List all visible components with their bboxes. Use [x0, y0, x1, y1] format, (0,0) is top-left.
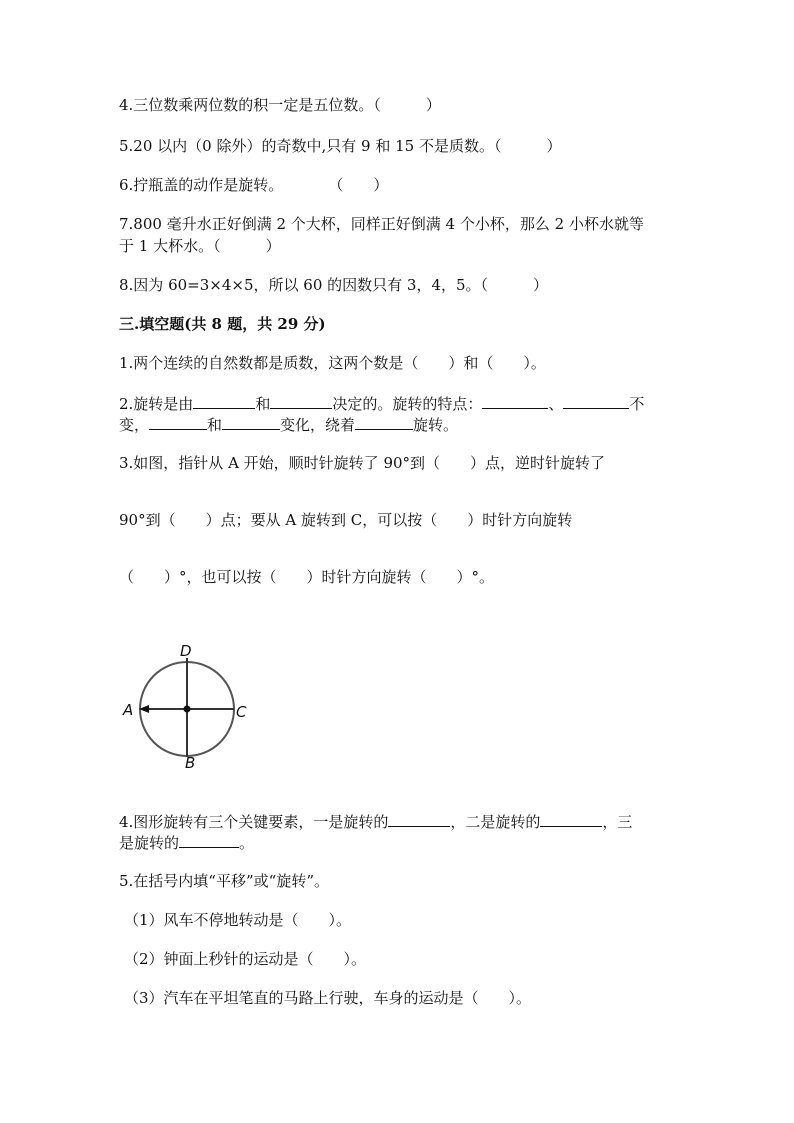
answer-blank	[482, 394, 548, 409]
q2-text-4: 、	[548, 395, 564, 413]
q4-text-5: 。	[239, 834, 255, 852]
judgement-question-7-line-2: 于 1 大杯水。（ ）	[119, 237, 281, 255]
fill-question-2-line-1	[119, 394, 644, 414]
answer-blank	[270, 394, 332, 409]
label-c: C	[236, 703, 247, 721]
clock-dial-diagram	[115, 636, 255, 776]
q2-text-3: 决定的。旋转的特点：	[332, 395, 483, 413]
q4-text-4: 是旋转的	[119, 834, 180, 852]
q2-text-2: 和	[255, 395, 271, 413]
answer-blank	[222, 415, 280, 430]
fill-question-5-part-3: （3）汽车在平坦笔直的马路上行驶，车身的运动是（ ）。	[124, 989, 532, 1007]
q2-text-7: 和	[207, 416, 223, 434]
q2-text-5: 不	[629, 395, 645, 413]
q2-text-9: 旋转。	[413, 416, 459, 434]
label-d: D	[180, 642, 192, 660]
judgement-question-7-line-1: 7.800 毫升水正好倒满 2 个大杯，同样正好倒满 4 个小杯，那么 2 小杯水就等	[119, 215, 644, 233]
label-a: A	[123, 701, 134, 719]
answer-blank	[540, 812, 602, 827]
judgement-question-6: 6.拧瓶盖的动作是旋转。 （ ）	[119, 176, 389, 194]
fill-question-1: 1.两个连续的自然数都是质数，这两个数是（ ）和（ ）。	[119, 354, 546, 372]
fill-question-3-line-1: 3.如图，指针从 A 开始，顺时针旋转了 90°到（ ）点，逆时针旋转了	[119, 454, 606, 472]
judgement-question-5: 5.20 以内（0 除外）的奇数中,只有 9 和 15 不是质数。（ ）	[119, 137, 562, 155]
q2-text-1: 2.旋转是由	[119, 395, 194, 413]
fill-question-5-part-1: （1）风车不停地转动是（ ）。	[124, 911, 352, 929]
fill-question-3-line-2: 90°到（ ）点；要从 A 旋转到 C，可以按（ ）时针方向旋转	[119, 511, 573, 529]
fill-question-5-part-2: （2）钟面上秒针的运动是（ ）。	[124, 950, 367, 968]
judgement-question-4: 4.三位数乘两位数的积一定是五位数。（ ）	[119, 96, 441, 114]
q2-text-6: 变，	[119, 416, 150, 434]
section-title-fill-in: 三.填空题(共 8 题，共 29 分)	[119, 315, 326, 333]
answer-blank	[179, 833, 239, 848]
dial-center	[184, 706, 191, 713]
fill-question-3-line-3: （ ）°，也可以按（ ）时针方向旋转（ ）°。	[119, 568, 495, 586]
answer-blank	[355, 415, 413, 430]
answer-blank	[149, 415, 207, 430]
label-b: B	[185, 754, 196, 772]
answer-blank	[388, 812, 450, 827]
q4-text-2: ，二是旋转的	[450, 813, 541, 831]
q4-text-1: 4.图形旋转有三个关键要素，一是旋转的	[119, 813, 389, 831]
q4-text-3: ，三	[602, 813, 633, 831]
fill-question-5-stem: 5.在括号内填“平移”或“旋转”。	[119, 872, 329, 890]
fill-question-4-line-1	[119, 812, 632, 832]
answer-blank	[563, 394, 629, 409]
q2-text-8: 变化，绕着	[280, 416, 356, 434]
answer-blank	[193, 394, 255, 409]
judgement-question-8: 8.因为 60=3×4×5，所以 60 的因数只有 3，4，5。（ ）	[119, 276, 549, 294]
fill-question-4-line-2	[119, 833, 254, 853]
fill-question-2-line-2	[119, 415, 458, 435]
